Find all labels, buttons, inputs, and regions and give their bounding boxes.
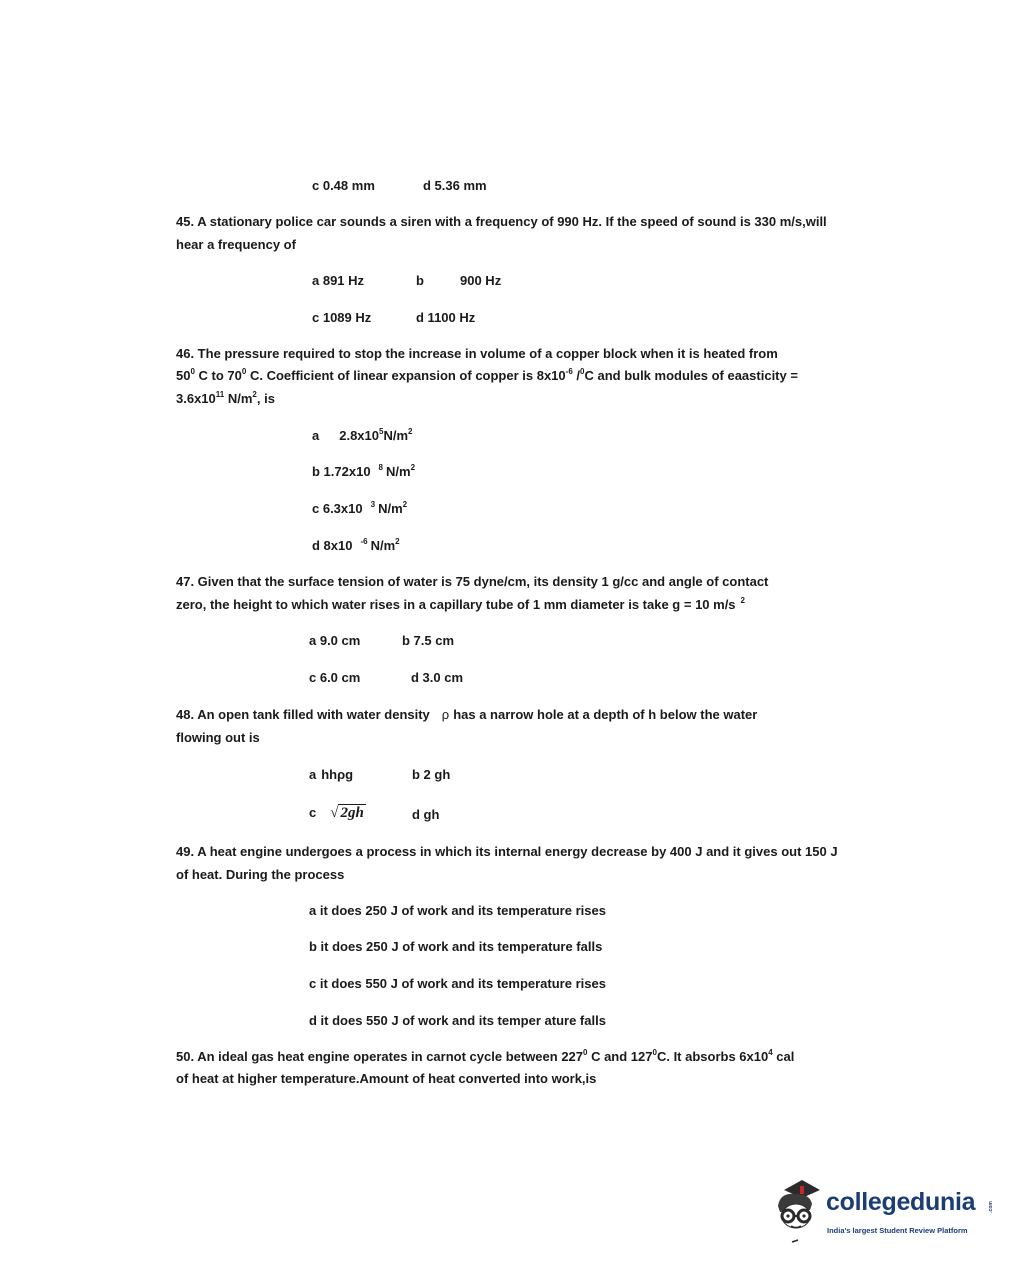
q48-option-d: d gh [412, 807, 440, 822]
q46-option-d: d 8x10 $^{-6}$ $N/m^2$ [312, 537, 400, 553]
logo-wordmark: collegedunia [826, 1188, 976, 1216]
q48-line-1: 48. An open tank filled with water density ρ has a narrow hole at a depth of h below the water [176, 707, 758, 722]
q49-option-c: c it does 550 J of work and its temperature rises [309, 976, 606, 991]
q47-option-c: c 6.0 cm [309, 670, 361, 685]
q47-line-2: zero, the height to which water rises in a capillary tube of 1 mm diameter is take g = 10 m/s $^2$ [176, 596, 745, 612]
q46-line-3: $3.6x10^{11}$ $N/m^2$, is [176, 390, 275, 406]
q48-option-b: b 2 gh [412, 767, 451, 782]
logo-tagline: India's largest Student Review Platform [827, 1226, 968, 1235]
q46-option-b: b 1.72x10 $^8$ $N/m^2$ [312, 463, 416, 479]
q46-line-2: $50^0$ C to $70^0$ C. Coefficient of linear expansion of copper is $8x10^{-6}$ /$^0$C and bulk modules of eaasticity = [176, 367, 798, 383]
q45-option-c: c 1089 Hz [312, 310, 372, 325]
q46-line-1: 46. The pressure required to stop the increase in volume of a copper block when it is heated from [176, 346, 778, 361]
q45-option-b-value: 900 Hz [460, 273, 502, 288]
q45-option-d: d 1100 Hz [416, 310, 476, 325]
q46-option-c: c 6.3x10 $^3$ $N/m^2$ [312, 500, 408, 516]
q46-option-a: a $2.8x10^5N/m^2$ [312, 427, 413, 443]
q44-option-d: d 5.36 mm [423, 178, 487, 193]
q48-option-a: a hhρg [309, 767, 354, 782]
q49-option-a: a it does 250 J of work and its temperature rises [309, 903, 606, 918]
collegedunia-logo [766, 1176, 996, 1246]
q49-option-b: b it does 250 J of work and its temperature falls [309, 939, 603, 954]
q48-option-c: c √ 2gh [309, 805, 364, 821]
q49-option-d: d it does 550 J of work and its temper ature falls [309, 1013, 606, 1028]
q47-option-a: a 9.0 cm [309, 633, 361, 648]
logo-domain: .com [987, 1201, 994, 1213]
q49-question: 49. A heat engine undergoes a process in which its internal energy decrease by 400 J and it gives out 150 J of heat. During the process [176, 844, 838, 882]
q47-line-1: 47. Given that the surface tension of water is 75 dyne/cm, its density 1 g/cc and angle of contact [176, 574, 769, 589]
q45-option-a: a 891 Hz [312, 273, 365, 288]
q48-line-2: flowing out is [176, 730, 260, 745]
q47-option-b: b 7.5 cm [402, 633, 455, 648]
q50-line-2: of heat at higher temperature.Amount of heat converted into work,is [176, 1071, 597, 1086]
q47-option-d: d 3.0 cm [411, 670, 464, 685]
q44-option-c: c 0.48 mm [312, 178, 375, 193]
q45-option-b-letter: b [416, 273, 424, 288]
q50-line-1: 50. An ideal gas heat engine operates in carnot cycle between $227^0$ C and $127^0C$. It absorbs $6x10^4$ cal [176, 1048, 795, 1064]
q45-question: 45. A stationary police car sounds a siren with a frequency of 990 Hz. If the speed of sound is 330 m/s,will hear a frequency of [176, 214, 827, 252]
student-mascot-icon [766, 1176, 826, 1246]
